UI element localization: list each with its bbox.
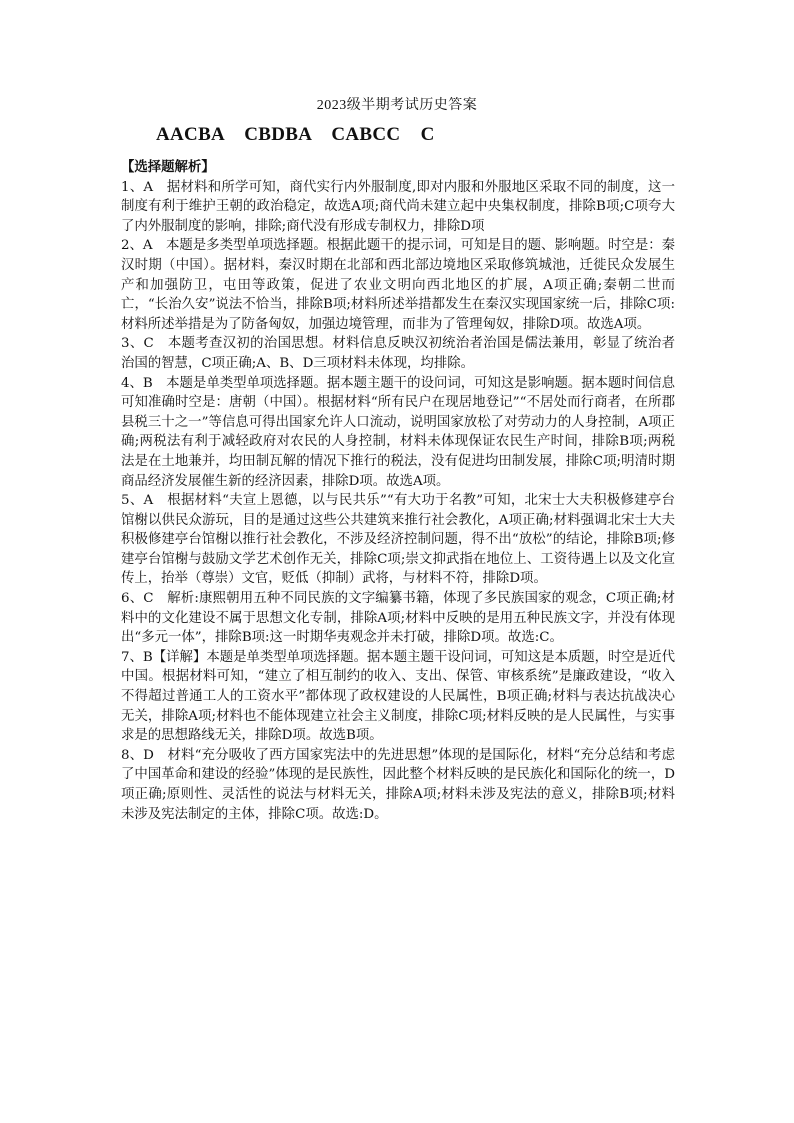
answer-key: AACBA CBDBA CABCC C bbox=[156, 124, 435, 145]
section-heading: 【选择题解析】 bbox=[121, 159, 215, 175]
explanation-item-2: 2、A 本题是多类型单项选择题。根据此题干的提示词，可知是目的题、影响题。时空是：秦汉时期（中国）。据材料，秦汉时期在北部和西北部边境地区采取修筑城池，迁徙民众发展生产和加强防卫，屯田等政策，促进了农业文明向西北地区的扩展，A项正确;秦朝二世而亡，“长治久安”说法不恰当，排除B项;材料所述举措都发生在秦汉实现国家统一后，排除C项:材料所述举措是为了防备匈奴，加强边境管理，而非为了管理匈奴，排除D项。故选A项。 bbox=[121, 238, 675, 332]
explanation-item-4: 4、B 本题是单类型单项选择题。据本题主题干的设问词，可知这是影响题。据本题时间信息可知准确时空是：唐朝（中国）。根据材料“所有民户在现居地登记”“不居处而行商者，在所郡县税三十之一”等信息可得出国家允许人口流动，说明国家放松了对劳动力的人身控制，A项正确;两税法有利于减轻政府对农民的人身控制，材料未体现保证农民生产时间，排除B项;两税法是在土地兼并，均田制瓦解的情况下推行的税法，没有促进均田制发展，排除C项;明清时期商品经济发展催生新的经济因素，排除D项。故选A项。 bbox=[121, 375, 675, 489]
explanation-item-7: 7、B【详解】本题是单类型单项选择题。据本题主题干设问词，可知这是本质题，时空是近代中国。根据材料可知，“建立了相互制约的收入、支出、保管、审核系统”是廉政建设，“收入不得超过普通工人的工资水平”都体现了政权建设的人民属性，B项正确;材料与表达抗战决心无关，排除A项;材料也不能体现建立社会主义制度，排除C项;材料反映的是人民属性，与实事求是的思想路线无关，排除D项。故选B项。 bbox=[121, 649, 675, 744]
explanation-item-6: 6、C 解析:康熙朝用五种不同民族的文字编纂书籍，体现了多民族国家的观念，C项正确;材料中的文化建设不属于思想文化专制，排除A项;材料中反映的是用五种民族文字，并没有体现出“多元一体”，排除B项:这一时期华夷观念并未打破，排除D项。故选:C。 bbox=[121, 591, 675, 646]
explanation-item-5: 5、A 根据材料“夫宣上恩德，以与民共乐”“有大功于名教”可知，北宋士大夫积极修建亭台馆榭以供民众游玩，目的是通过这些公共建筑来推行社会教化，A项正确;材料强调北宋士大夫积极修建亭台馆榭以推行社会教化，不涉及经济控制问题，得不出“放松”的结论，排除B项;修建亭台馆榭与鼓励文学艺术创作无关，排除C项;崇文抑武指在地位上、工资待遇上以及文化宣传上，抬举（尊崇）文官，贬低（抑制）武将，与材料不符，排除D项。 bbox=[121, 493, 675, 587]
explanation-item-8: 8、D 材料“充分吸收了西方国家宪法中的先进思想”体现的是国际化，材料“充分总结和考虑了中国革命和建设的经验”体现的是民族性，因此整个材料反映的是民族化和国际化的统一，D项正确;原则性、灵活性的说法与材料无关，排除A项;材料未涉及宪法的意义，排除B项;材料未涉及宪法制定的主体，排除C项。故选:D。 bbox=[121, 747, 675, 822]
explanation-item-3: 3、C 本题考查汉初的治国思想。材料信息反映汉初统治者治国是儒法兼用，彰显了统治者治国的智慧，C项正确;A、B、D三项材料未体现，均排除。 bbox=[121, 336, 675, 371]
page-title: 2023级半期考试历史答案 bbox=[316, 98, 478, 113]
answer-explanations bbox=[121, 158, 675, 824]
explanation-item-1: 1、A 据材料和所学可知，商代实行内外服制度,即对内服和外服地区采取不同的制度，这一制度有利于维护王朝的政治稳定，故选A项;商代尚未建立起中央集权制度，排除B项;C项夸大了内外服制度的影响，排除;商代没有形成专制权力，排除D项 bbox=[121, 179, 675, 234]
